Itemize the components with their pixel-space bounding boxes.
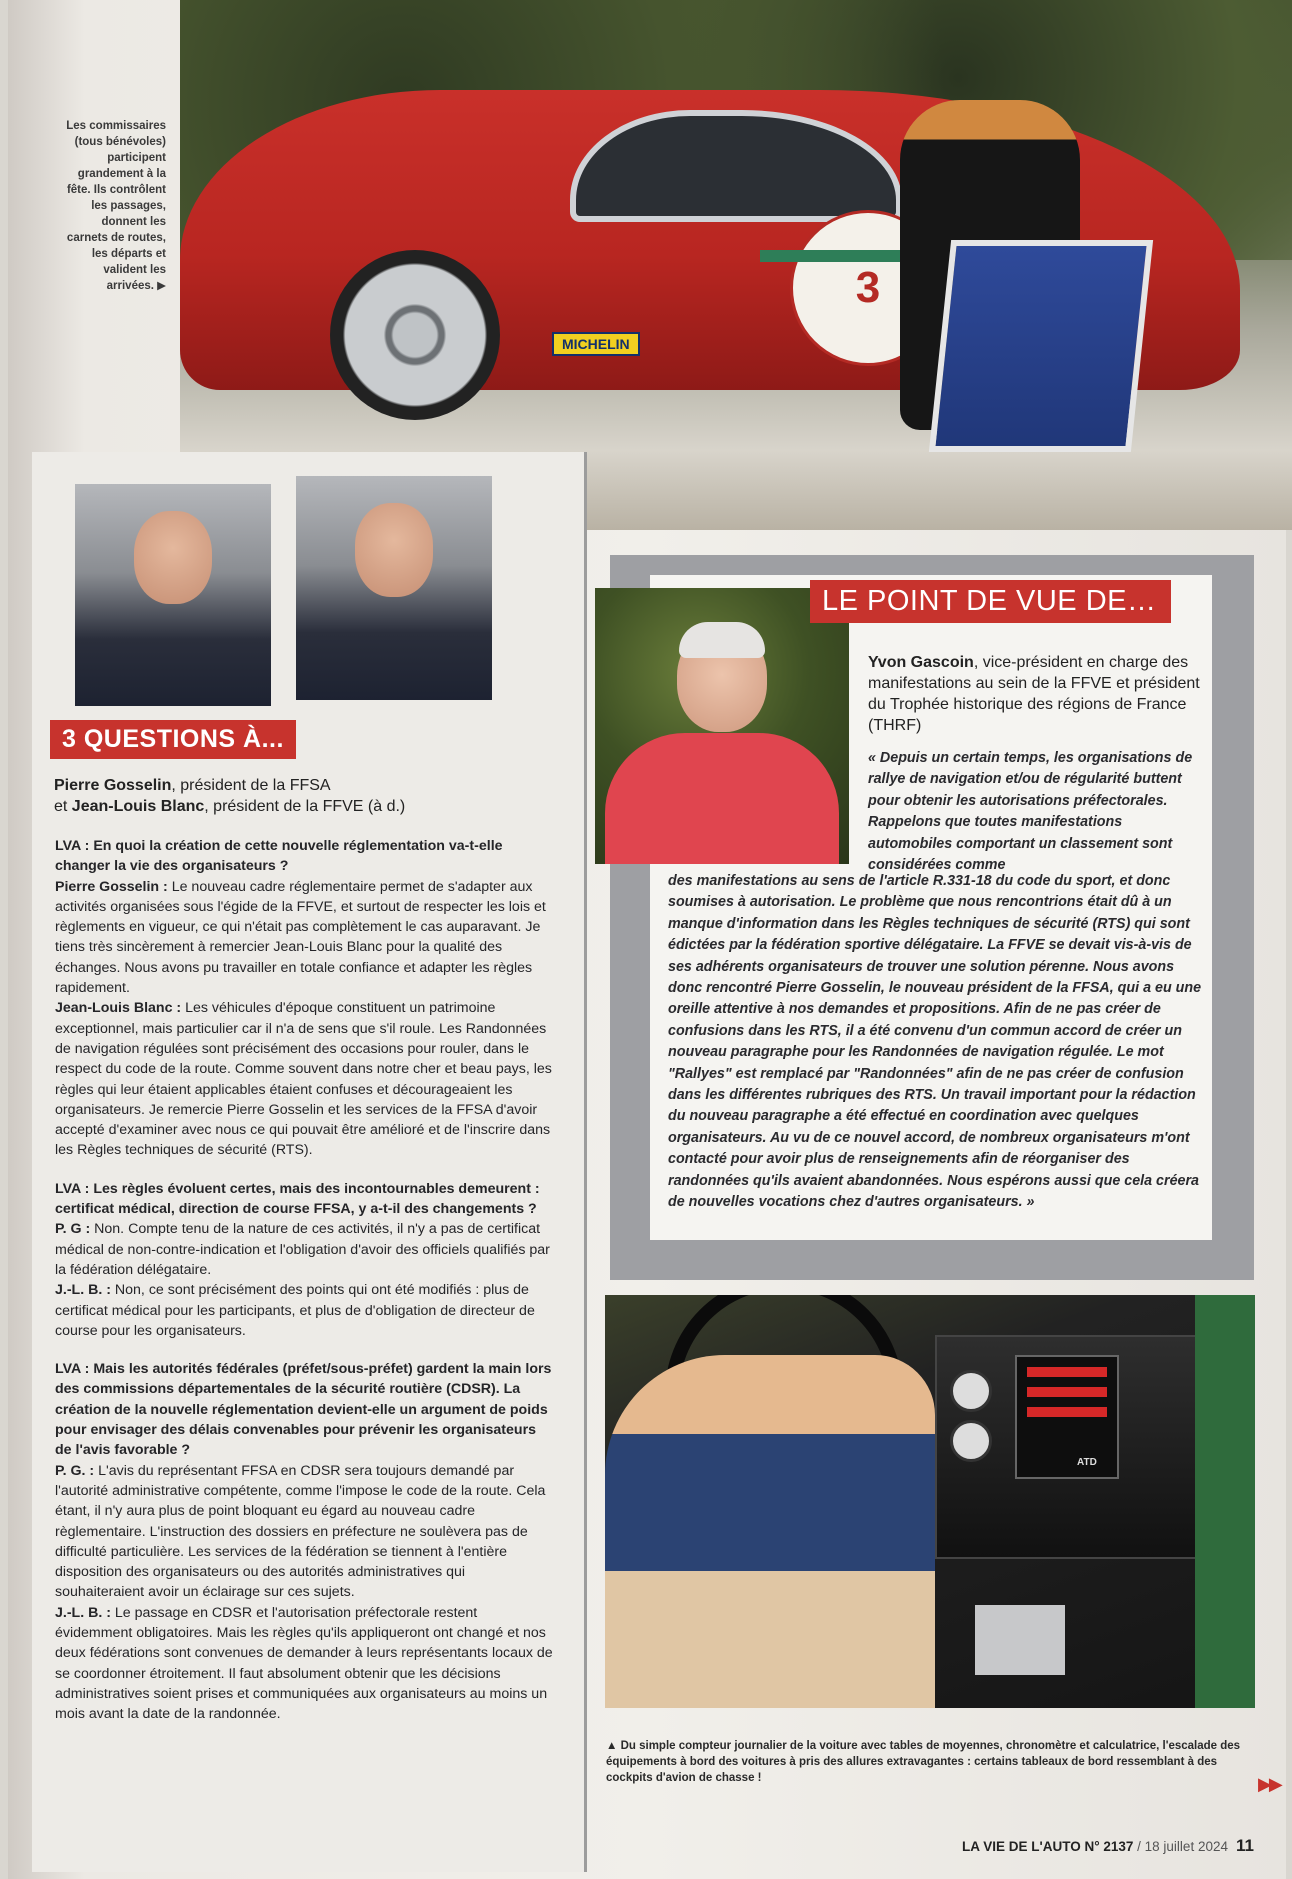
folding-chair (929, 240, 1153, 452)
interview-text (55, 836, 555, 1724)
answer-2a (55, 1219, 555, 1280)
dashboard-caption: ▲ Du simple compteur journalier de la voiture avec tables de moyennes, chronomètre et calculatrice, l'escalade des équipements à bord des voitures à pris des allures extravagantes : certains tableaux de bord ressemblant à des cockpits d'avion de chasse ! (606, 1740, 1241, 1784)
hair (679, 622, 765, 658)
page-footer (962, 1836, 1254, 1856)
speaker: Jean-Louis Blanc : (55, 1000, 182, 1017)
speaker: P. G. : (55, 1462, 95, 1479)
answer-3a (55, 1461, 555, 1603)
answer-1b (55, 998, 555, 1160)
magazine-issue: LA VIE DE L'AUTO N° 2137 (962, 1839, 1134, 1854)
gauge-dial (950, 1420, 992, 1462)
byline-name-2: Jean-Louis Blanc (71, 798, 205, 815)
speaker: J.-L. B. : (55, 1604, 111, 1621)
photo-caption: Les commissaires (tous bénévoles) participent grandement à la fête. Ils contrôlent les passages, donnent les carnets de routes, les départs et valident les arrivées. ▶ (66, 120, 166, 292)
red-sweater (605, 733, 839, 864)
answer-3b (55, 1603, 555, 1725)
led-display (1027, 1407, 1107, 1417)
answer-text: Les véhicules d'époque constituent un patrimoine exceptionnel, mais particulier car il n'a de sens que s'il roule. Les Randonnées de navigation régulées sont précisément des occasions pour rouler, dans le respect du code de la route. Comme souvent dans notre cher et beau pays, les règles qui leur étaient applicables étaient confuses et décourageaient les organisateurs. Je remercie Pierre Gosselin et les services de la FFSA d'avoir accepté d'examiner avec nous ce qui pouvait être amélioré et de l'inscrire dans les Règles techniques de sécurité (RTS). (55, 1000, 552, 1159)
byline-prefix: et (54, 798, 72, 815)
dashboard-photo (605, 1295, 1255, 1708)
speaker: P. G : (55, 1221, 91, 1238)
byline (54, 775, 534, 817)
gascoin-intro (868, 652, 1208, 736)
answer-text: Le passage en CDSR et l'autorisation préfectorale restent évidemment obligatoires. Mais les règles qu'ils appliqueront ont changé et nos deux fédérations sont convenues de demander à leurs représentants locaux de se coordonner étroitement. Il faut absolument obtenir que les décisions administratives soient prises et communiquées aux organisateurs au moins un mois avant la date de la randonnée. (55, 1604, 553, 1723)
byline-name-1: Pierre Gosselin (54, 777, 172, 794)
continue-arrow-icon: ▶▶ (1258, 1774, 1280, 1794)
face (134, 511, 212, 604)
michelin-sticker: MICHELIN (552, 332, 640, 356)
byline-role-2: , président de la FFVE (à d.) (204, 798, 406, 815)
section-tag-questions: 3 QUESTIONS À... (50, 720, 296, 759)
device-label: ATD (1077, 1457, 1097, 1468)
rally-computer (1015, 1355, 1119, 1479)
question-2: LVA : Les règles évoluent certes, mais des incontournables demeurent : certificat médical, direction de course FFSA, y a-t-il des changements ? (55, 1180, 540, 1218)
question-3: LVA : Mais les autorités fédérales (préfet/sous-préfet) gardent la main lors des commissions départementales de la sécurité routière (CDSR). La création de la nouvelle réglementation devient-elle un argument de poids pour envisager des délais convenables pour prévenir les organisateurs de l'avis favorable ? (55, 1361, 552, 1459)
portrait-blanc (296, 476, 492, 700)
answer-text: Non. Compte tenu de la nature de ces activités, il n'y a pas de certificat médical de non-contre-indication et l'obligation d'avoir des officiels qualifiés par la fédération délégataire. (55, 1221, 550, 1278)
issue-date: / 18 juillet 2024 (1133, 1839, 1228, 1854)
portrait-gosselin (75, 484, 271, 706)
answer-2b (55, 1280, 555, 1341)
page-number: 11 (1235, 1836, 1254, 1855)
answer-text: Le nouveau cadre réglementaire permet de s'adapter aux activités organisées sous l'égide de la FFVE, et surtout de respecter les lois et règlements en vigueur, ce qui n'était pas complètement le cas auparavant. Je tiens très sincèrement à remercier Jean-Louis Blanc pour la qualité des échanges. Nous avons pu travailler en totale confiance et adapter les règles rapidement. (55, 878, 546, 997)
rally-plate: 3 (790, 210, 946, 366)
green-door-frame (1195, 1295, 1255, 1708)
led-display (1027, 1387, 1107, 1397)
question-1: LVA : En quoi la création de cette nouvelle réglementation va-t-elle changer la vie des organisateurs ? (55, 838, 503, 875)
pedal-plate (975, 1605, 1065, 1675)
face (355, 503, 433, 597)
red-car-photo (180, 0, 1292, 530)
section-tag-point-de-vue: LE POINT DE VUE DE… (810, 580, 1171, 623)
portrait-gascoin (595, 588, 849, 864)
driver (605, 1355, 935, 1708)
answer-1a (55, 877, 555, 999)
quote-part-1: « Depuis un certain temps, les organisations de rallye de navigation et/ou de régularité buttent pour obtenir les autorisations préfectorales. Rappelons que toutes manifestations automobiles comportant un classement sont considérées comme (868, 750, 1193, 874)
answer-text: L'avis du représentant FFSA en CDSR sera toujours demandé par l'autorité administrative compétente, comme l'impose le code de la route. Cela étant, il n'y aura plus de point bloquant eu égard au nouveau cadre règlementaire. L'instruction des dossiers en préfecture ne soulèvera pas de difficulté particulière. Les services de la fédération se tiennent à l'entière disposition des organisateurs ou des autorités administratives qui souhaiteraient avoir un éclairage sur ces sujets. (55, 1462, 546, 1601)
gascoin-name: Yvon Gascoin (868, 654, 974, 671)
speaker: J.-L. B. : (55, 1282, 111, 1299)
car-wheel (330, 250, 500, 420)
speaker: Pierre Gosselin : (55, 878, 168, 895)
answer-text: Non, ce sont précisément des points qui ont été modifiés : plus de certificat médical pour les participants, et plus de d'obligation de directeur de course pour les organisateurs. (55, 1282, 535, 1339)
led-display (1027, 1367, 1107, 1377)
byline-role-1: , président de la FFSA (171, 777, 331, 794)
gascoin-role: , vice-président en charge des manifestations au sein de la FFVE et président du Trophée historique des régions de France (THRF) (868, 654, 1200, 734)
gauge-dial (950, 1370, 992, 1412)
quote-part-2: des manifestations au sens de l'article R.331-18 du code du sport, et donc soumises à autorisation. Le problème que nous rencontrions était dû à un manque d'information dans les Règles techniques de sécurité (RTS) qui sont édictées par la fédération sportive délégataire. La FFVE se devait vis-à-vis de ses adhérents organisateurs de trouver une solution pérenne. Nous avons donc rencontré Pierre Gosselin, le nouveau président de la FFSA, qui a eu une oreille attentive à nos demandes et propositions. Afin de ne pas créer de confusions dans les RTS, il a été convenu d'un commun accord de créer un nouveau paragraphe pour les Randonnées de navigation régulée. Le mot "Rallyes" est remplacé par "Randonnées" afin de ne pas créer de confusion dans les différentes rubriques des RTS. Un travail important pour la rédaction du nouveau paragraphe a été effectué en coordination avec quelques organisateurs. Au vu de ce nouvel accord, de nombreux organisateurs m'ont contacté pour avoir plus de renseignements afin de réorganiser des randonnées qu'ils avaient abandonnées. Nous espérons aussi que cela créera de nouvelles vocations chez d'autres organisateurs. » (668, 873, 1202, 1211)
